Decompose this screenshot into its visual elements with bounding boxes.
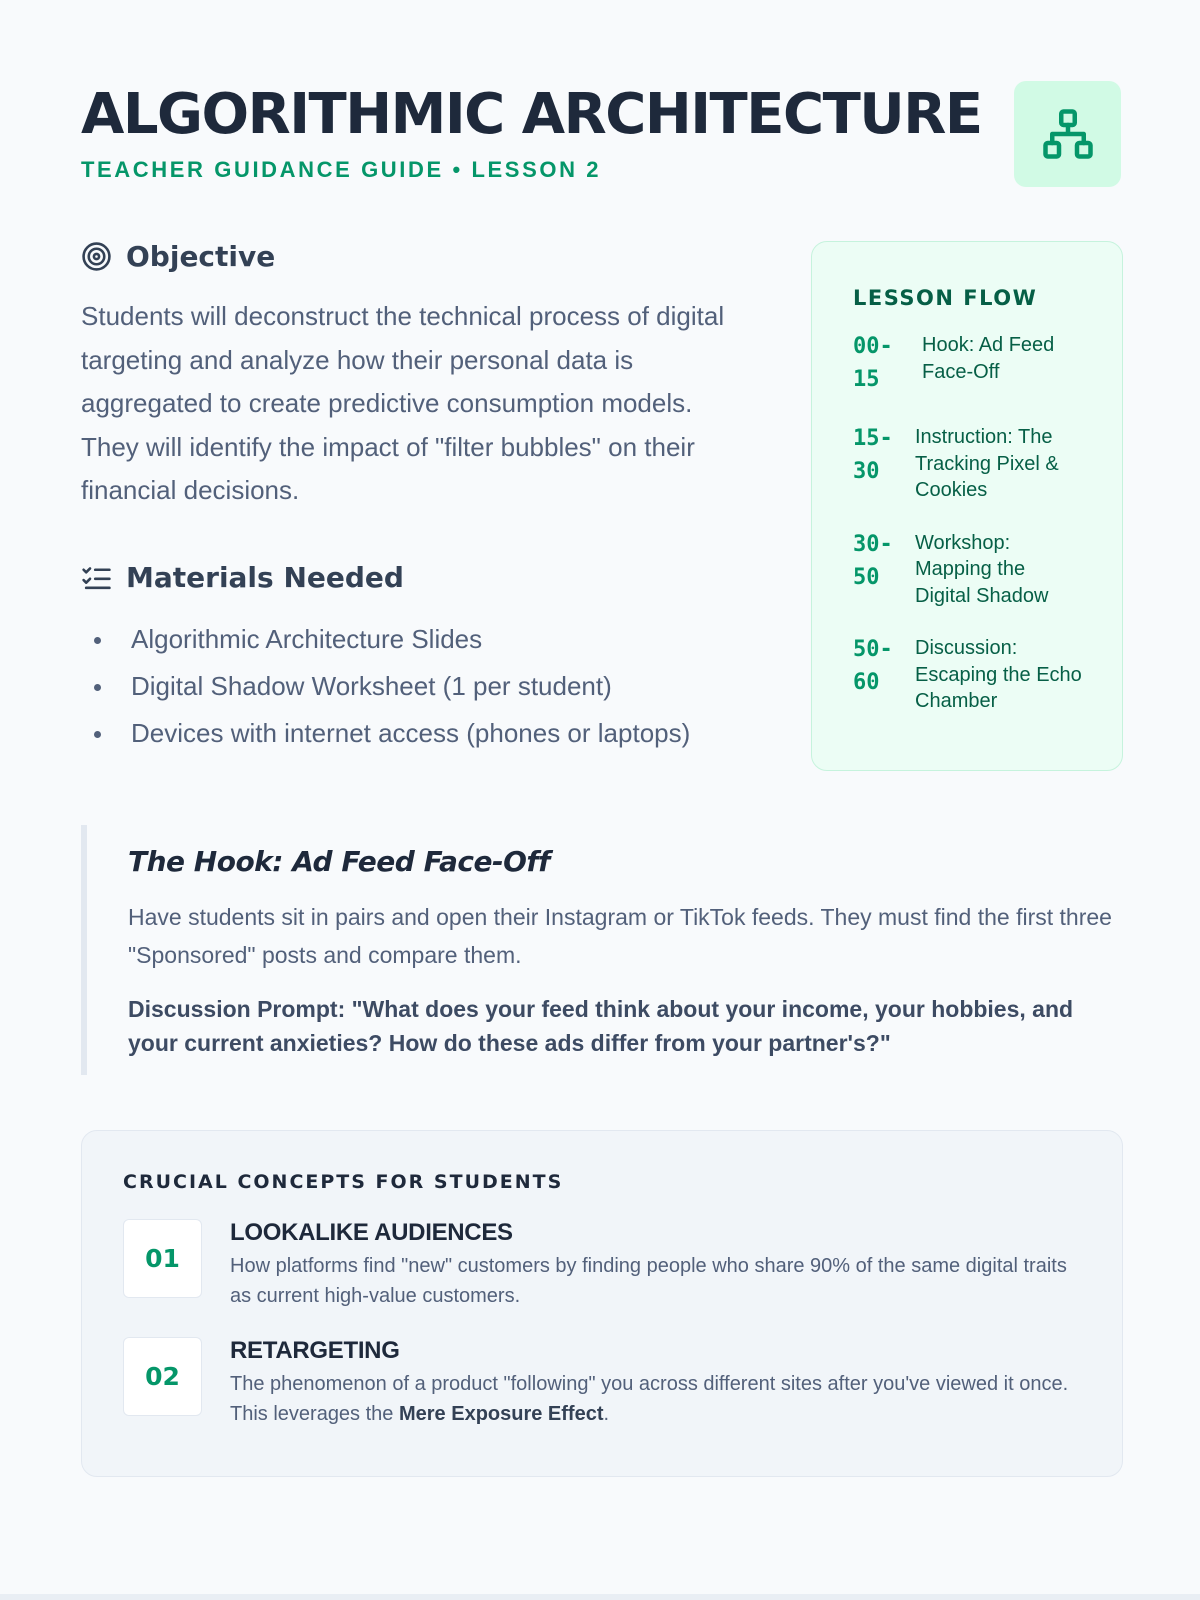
concept-number: 02: [123, 1337, 202, 1416]
concepts-card: [81, 1130, 1123, 1477]
hook-prompt: Discussion Prompt: "What does your feed think about your income, your hobbies, and your current anxieties? How do these ads differ from your partner's?": [128, 996, 1074, 1056]
header: [81, 0, 1119, 205]
concepts-title: CRUCIAL CONCEPTS FOR STUDENTS: [123, 1171, 564, 1193]
concept-key-term: Mere Exposure Effect: [398, 1403, 604, 1425]
flow-item: [853, 633, 1122, 715]
flow-label: Hook: Ad Feed Face-Off: [922, 334, 1055, 383]
concept-item: [123, 1219, 1122, 1311]
hook-text: Have students sit in pairs and open their Instagram or TikTok feeds. They must find the first three "Sponsored" posts and compare them.: [128, 904, 1112, 968]
sitemap-icon: [1041, 107, 1095, 161]
objective-text: Students will deconstruct the technical process of digital targeting and analyze how their personal data is aggregated to create predictive consumption models. They will identify the impact of "filter bubbles" on their financial decisions.: [81, 301, 725, 505]
flow-label: Workshop: Mapping the Digital Shadow: [915, 531, 1049, 607]
flow-item: [853, 330, 1122, 396]
objective-heading-text: Objective: [126, 240, 276, 273]
materials-list: [81, 616, 751, 757]
flow-time: 30- 50: [853, 531, 893, 590]
concept-number: 01: [123, 1219, 202, 1298]
concept-name: RETARGETING: [230, 1337, 400, 1364]
header-badge: [1014, 81, 1121, 187]
bottom-rule: [0, 1594, 1200, 1600]
left-column: [81, 240, 751, 757]
objective-heading: [81, 240, 751, 273]
materials-heading-text: Materials Needed: [126, 560, 404, 594]
list-item: Digital Shadow Worksheet (1 per student): [81, 663, 751, 710]
concept-body: [230, 1337, 1090, 1429]
flow-time: 00- 15: [853, 334, 893, 392]
flow-label: Discussion: Escaping the Echo Chamber: [915, 637, 1082, 712]
target-icon: [81, 241, 112, 272]
page-title: ALGORITHMIC ARCHITECTURE: [81, 82, 982, 147]
list-item: Algorithmic Architecture Slides: [81, 616, 751, 663]
flow-time: 15- 30: [853, 426, 893, 484]
concept-description: The phenomenon of a product "following" you across different sites after you've viewed it once. This leverages the Mere Exposure Effect.: [230, 1373, 1069, 1425]
hook-title: The Hook: Ad Feed Face-Off: [128, 845, 550, 878]
concept-body: [230, 1219, 1090, 1311]
concept-item: [123, 1337, 1122, 1429]
concept-name: LOOKALIKE AUDIENCES: [230, 1219, 513, 1246]
checklist-icon: [81, 562, 112, 593]
materials-heading: [81, 561, 751, 594]
concept-description: How platforms find "new" customers by finding people who share 90% of the same digital traits as current high-value customers.: [230, 1255, 1067, 1307]
flow-item: [853, 528, 1122, 610]
lesson-flow-title: LESSON FLOW: [853, 286, 1038, 310]
flow-time: 50- 60: [853, 637, 893, 695]
lesson-flow-card: [811, 241, 1123, 771]
flow-label: Instruction: The Tracking Pixel & Cookies: [915, 426, 1059, 501]
flow-item: [853, 422, 1122, 504]
page-subtitle: TEACHER GUIDANCE GUIDE • LESSON 2: [81, 157, 602, 182]
list-item: Devices with internet access (phones or laptops): [81, 710, 751, 757]
hook-section: [81, 825, 1123, 1075]
